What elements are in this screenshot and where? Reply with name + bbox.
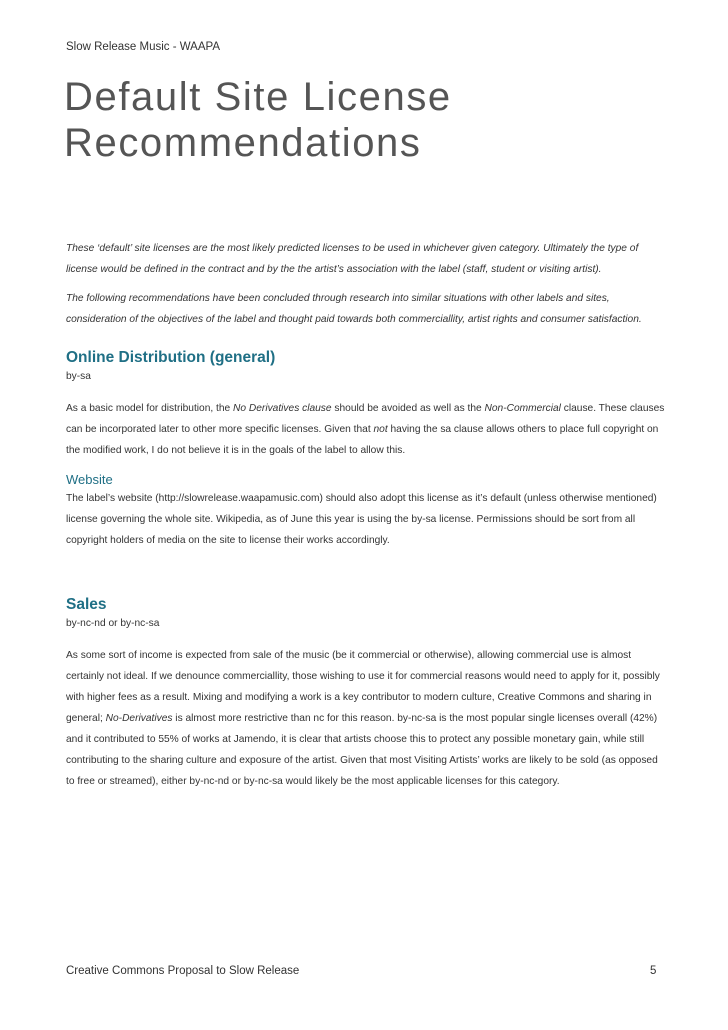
running-header: Slow Release Music - WAAPA	[66, 41, 221, 53]
sales-paragraph	[66, 645, 666, 792]
text-run: is almost more restrictive than nc for this reason. by-nc-sa is the most popular single licenses overall (42%) and it contributed to 55% of works at Jamendo, it is clear that artists choose this to protect any possible monetary gain, while still contributing to the sharing culture and exposure of the artist. Given that most Visiting Artists’ works are likely to be sold (as opposed to free or streamed), either by-nc-nd or by-nc-sa would likely be the most applicable licenses for this category.	[66, 713, 658, 787]
emphasis-text: No Derivatives clause	[233, 403, 332, 414]
title-line-1: Default Site License	[64, 75, 452, 119]
main-content	[66, 238, 666, 792]
sales-heading: Sales	[66, 596, 107, 613]
page-title	[64, 74, 452, 166]
online-distribution-license: by-sa	[66, 371, 91, 382]
intro-paragraph-2: The following recommendations have been concluded through research into similar situations with other labels and sites, consideration of the objectives of the label and thought paid towards both commerciallity, artist rights and consumer satisfaction.	[66, 293, 642, 325]
title-line-2: Recommendations	[64, 121, 422, 165]
sales-license: by-nc-nd or by-nc-sa	[66, 618, 160, 629]
website-heading: Website	[66, 472, 113, 487]
website-paragraph: The label’s website (http://slowrelease.waapamusic.com) should also adopt this license as it’s default (unless otherwise mentioned) license governing the whole site. Wikipedia, as of June this year is using the by-sa license. Permissions should be sort from all copyright holders of media on the site to license their works accordingly.	[66, 493, 657, 546]
emphasis-text: not	[373, 424, 388, 435]
text-run: As a basic model for distribution, the	[66, 403, 234, 414]
text-run: As some sort of income is expected from sale of the music (be it commercial or otherwise), allowing commercial use is almost certainly not ideal. If we denounce commerciallity, those wishing to use it for commercial reasons would need to apply for it, possibly with higher fees as a result. Mixing and modifying a work is a key contributor to modern culture, Creative Commons and sharing in general;	[66, 650, 660, 724]
text-run: clause. These clauses can be incorporated later to other more specific licenses. Given that	[66, 403, 665, 435]
emphasis-text: No-Derivatives	[105, 713, 173, 724]
page-number: 5	[650, 965, 657, 977]
online-distribution-paragraph	[66, 398, 666, 461]
footer-document-title: Creative Commons Proposal to Slow Release	[66, 965, 300, 977]
emphasis-text: Non-Commercial	[484, 403, 561, 414]
intro-paragraph-1: These ‘default’ site licenses are the most likely predicted licenses to be used in whichever given category. Ultimately the type of license would be defined in the contract and by the the artist’s association with the label (staff, student or visiting artist).	[66, 243, 639, 275]
text-run: should be avoided as well as the	[331, 403, 485, 414]
text-run: having the sa clause allows others to place full copyright on the modified work, I do not believe it is in the goals of the label to allow this.	[66, 424, 659, 456]
online-distribution-heading: Online Distribution (general)	[66, 349, 276, 366]
